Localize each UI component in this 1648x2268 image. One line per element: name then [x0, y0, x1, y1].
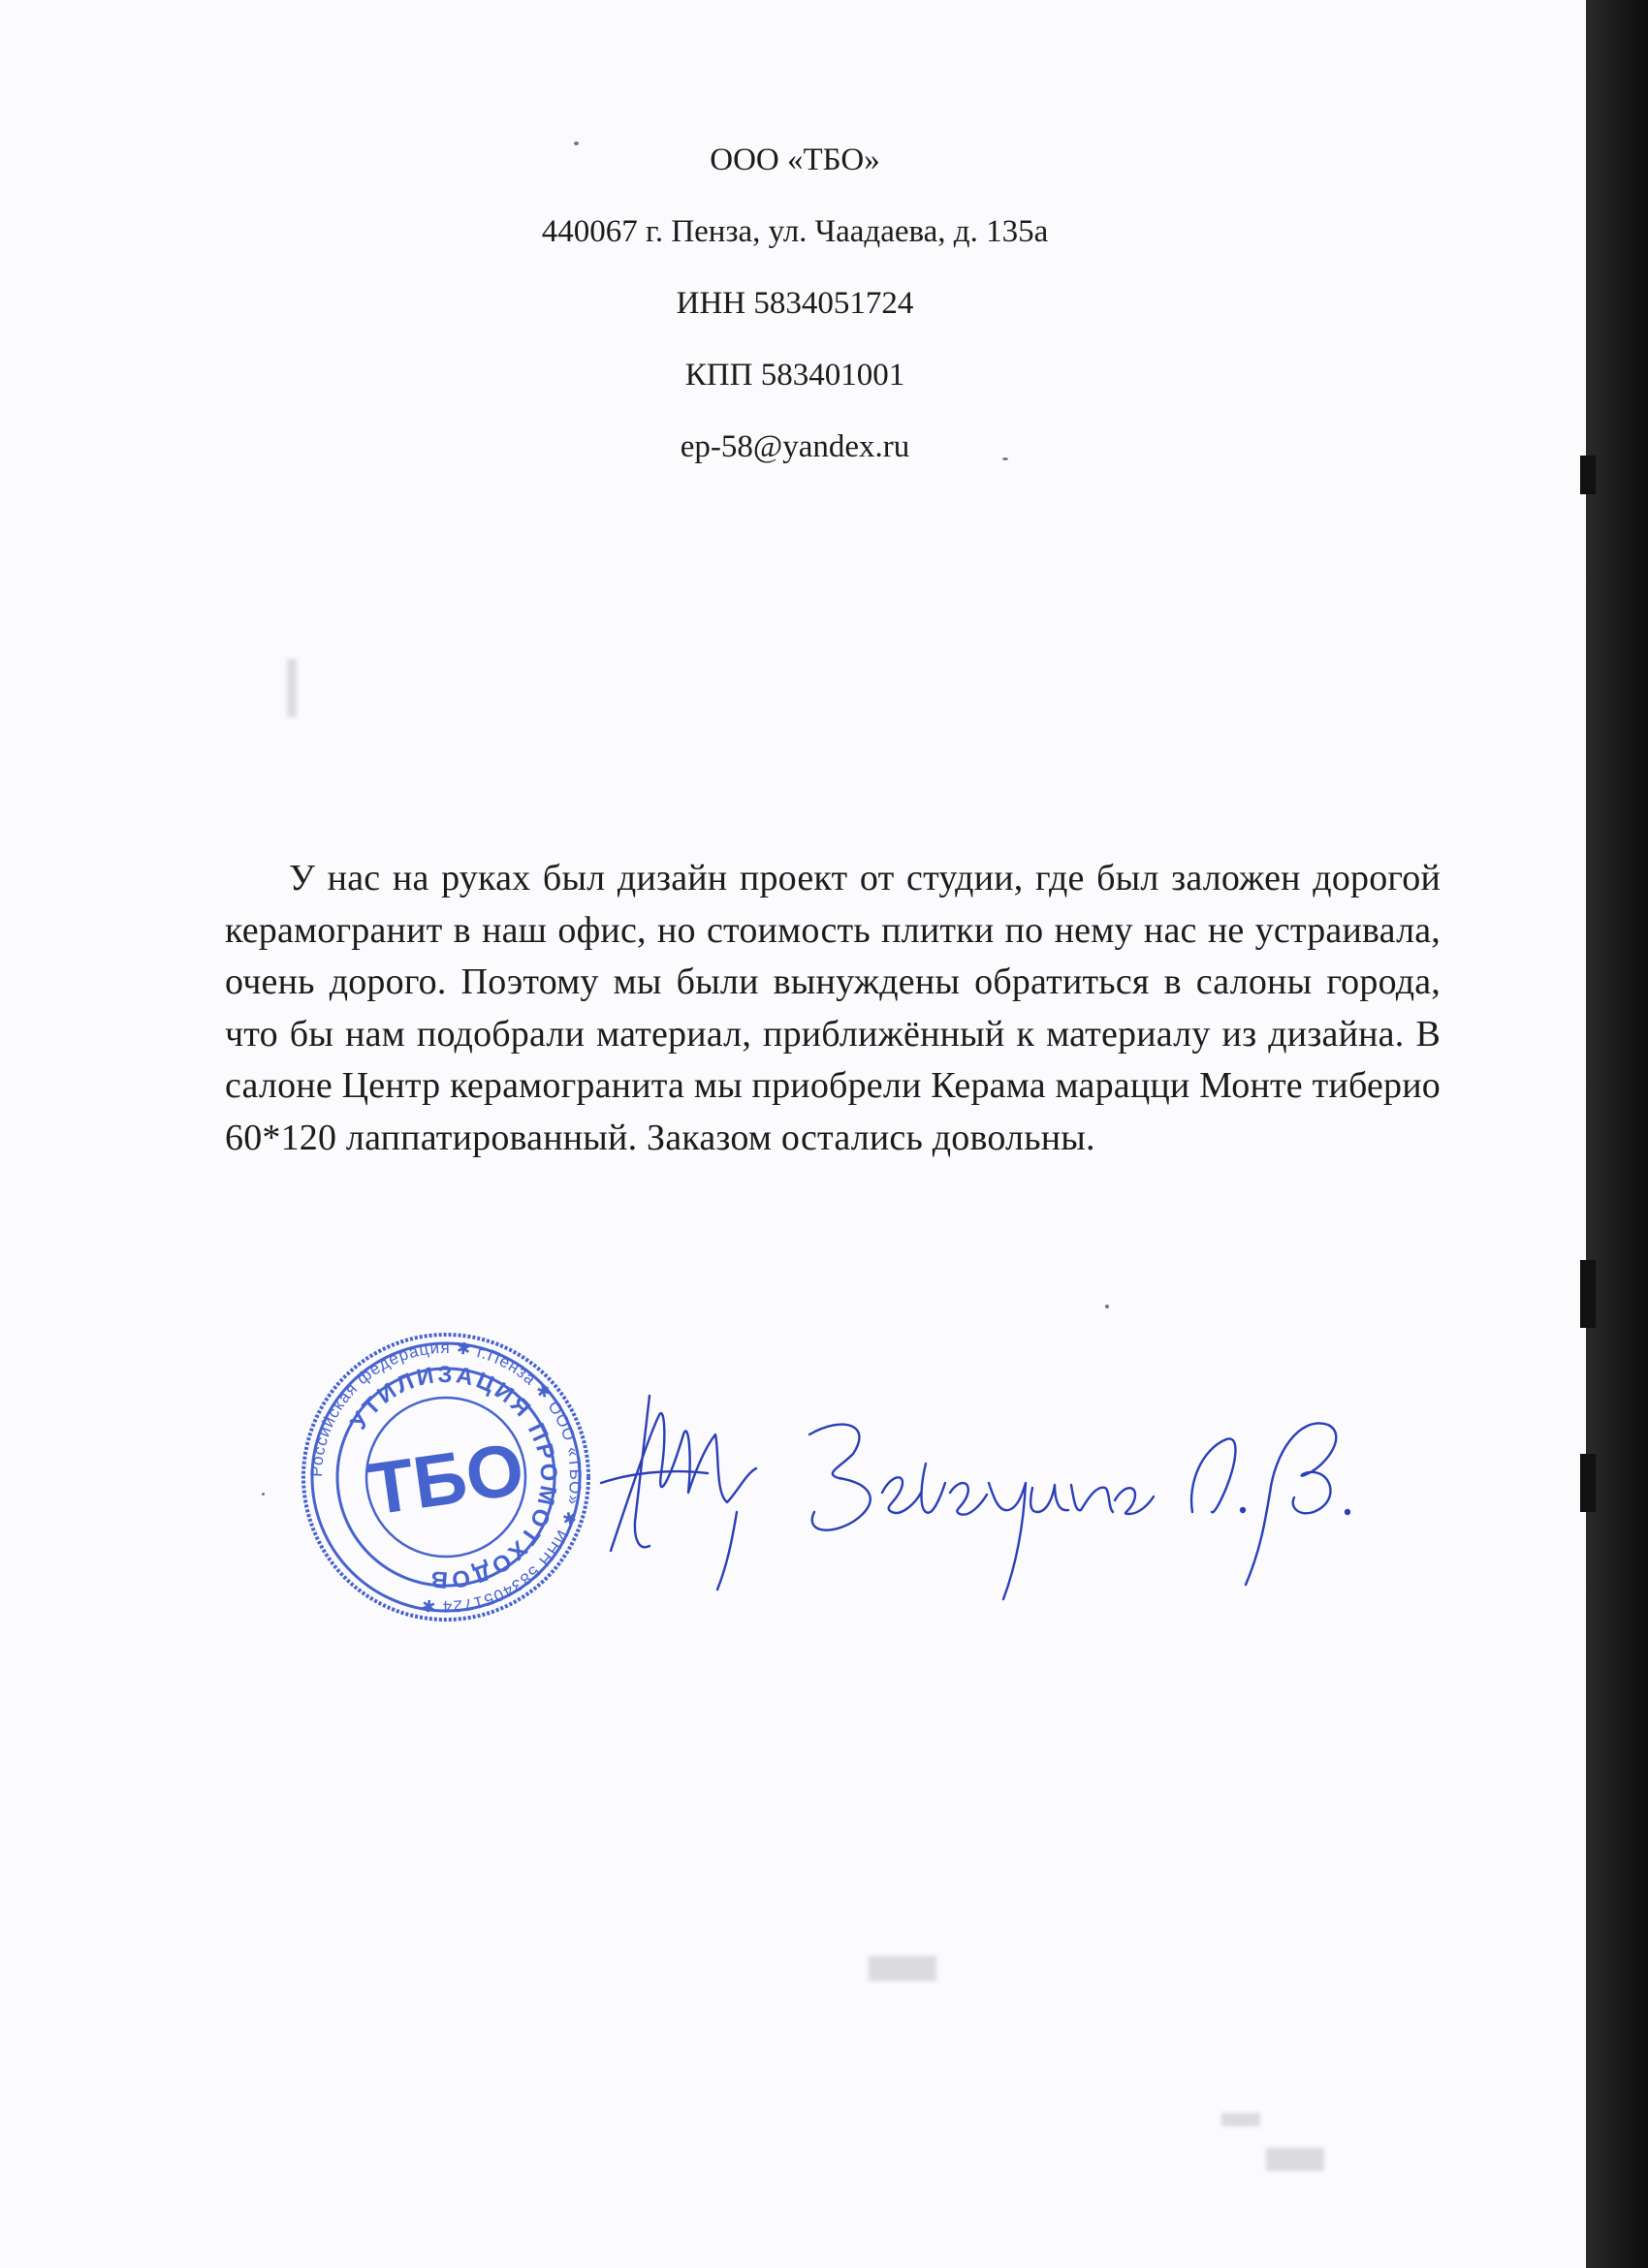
letterhead: [0, 124, 1590, 483]
scan-smudge: [869, 1956, 936, 1981]
scan-smudge: [287, 659, 297, 717]
scan-edge-notch: [1580, 1260, 1596, 1328]
scan-speck: [262, 1493, 265, 1496]
scan-speck: [1105, 1305, 1109, 1308]
company-email: ep-58@yandex.ru: [680, 429, 910, 464]
company-name: ООО «ТБО»: [710, 142, 880, 177]
scan-smudge: [1266, 2148, 1324, 2171]
scan-smudge: [1221, 2113, 1260, 2126]
company-inn: ИНН 5834051724: [676, 286, 914, 321]
handwritten-signature: [591, 1376, 1357, 1628]
scan-edge-notch: [1580, 1454, 1596, 1512]
scan-speck: [574, 142, 579, 145]
company-seal: [299, 1330, 593, 1624]
seal-inner-text: УТИЛИЗАЦИЯ ПРОМОТХОДОВ: [345, 1361, 562, 1593]
company-address: 440067 г. Пенза, ул. Чаадаева, д. 135а: [541, 214, 1049, 249]
seal-ring-text: Российская федерация ✱ г.Пенза ✱ ООО «ТБО» ✱ ИНН 5834051724 ✱: [306, 1338, 586, 1617]
seal-center-text: ТБО: [364, 1428, 529, 1531]
scan-speck: [1002, 457, 1008, 460]
scan-edge-shadow: [1586, 0, 1648, 2268]
review-paragraph: У нас на руках был дизайн проект от студии, где был заложен дорогой керамогранит в наш офис, но стоимость плитки по нему нас не устраивала, очень дорого. Поэтому мы были вынуждены обратиться в салоны города, что бы нам подобрали материал, приближённый к материалу из дизайна. В салоне Центр керамогранита мы приобрели Керама марацци Монте тиберио 60*120 лаппатированный. Заказом остались довольны.: [225, 858, 1441, 1158]
company-kpp: КПП 583401001: [684, 358, 905, 393]
